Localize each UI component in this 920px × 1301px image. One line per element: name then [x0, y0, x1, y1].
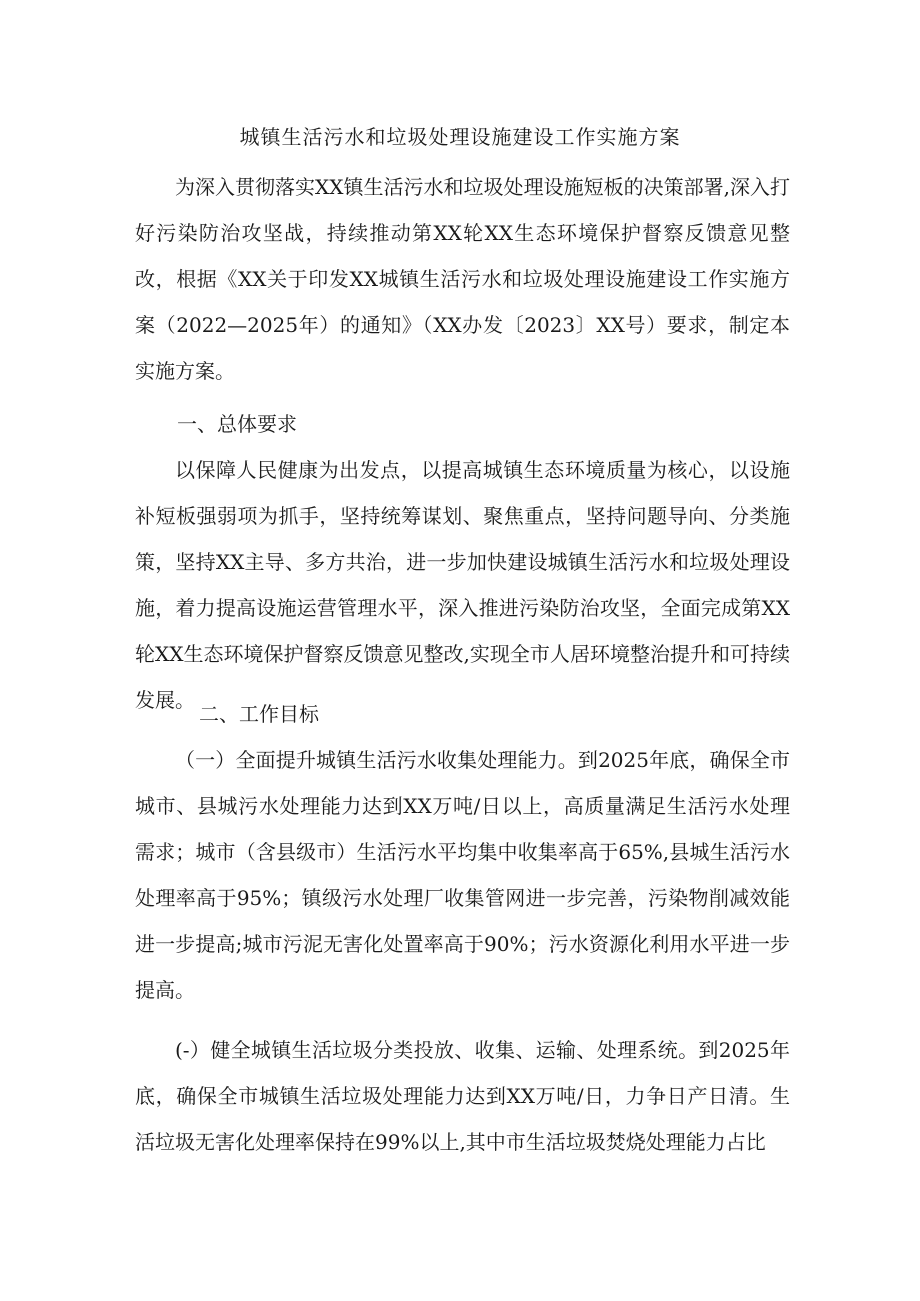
overall-requirements-paragraph: 以保障人民健康为出发点，以提高城镇生态环境质量为核心，以设施补短板强弱项为抓手，坚持统筹谋划、聚焦重点，坚持问题导向、分类施策，坚持XX主导、多方共治，进一步加快建设城镇生活污水和垃圾处理设施，着力提高设施运营管理水平，深入推进污染防治攻坚，全面完成第XX轮XX生态环境保护督察反馈意见整改,实现全市人居环境整治提升和可持续发展。 — [135, 458, 790, 712]
section-heading-overall: 一、总体要求 — [177, 412, 297, 436]
document-title: 城镇生活污水和垃圾处理设施建设工作实施方案 — [239, 125, 681, 149]
goal-garbage-paragraph: (-）健全城镇生活垃圾分类投放、收集、运输、处理系统。到2025年底，确保全市城镇生活垃圾处理能力达到XX万吨/日，力争日产日清。生活垃圾无害化处理率保持在99%以上,其中市生活垃圾焚烧处理能力占比 — [135, 1038, 790, 1154]
intro-paragraph: 为深入贯彻落实XX镇生活污水和垃圾处理设施短板的决策部署,深入打好污染防治攻坚战，持续推动第XX轮XX生态环境保护督察反馈意见整改，根据《XX关于印发XX城镇生活污水和垃圾处理设施建设工作实施方案（2022—2025年）的通知》（XX办发〔2023〕XX号）要求，制定本实施方案。 — [135, 175, 790, 383]
goal-sewage-paragraph: （一）全面提升城镇生活污水收集处理能力。到2025年底，确保全市城市、县城污水处理能力达到XX万吨/日以上，高质量满足生活污水处理需求；城市（含县级市）生活污水平均集中收集率高于65%,县城生活污水处理率高于95%；镇级污水处理厂收集管网进一步完善，污染物削减效能进一步提高;城市污泥无害化处置率高于90%；污水资源化利用水平进一步提高。 — [135, 748, 790, 1002]
section-heading-goals: 二、工作目标 — [199, 702, 319, 726]
